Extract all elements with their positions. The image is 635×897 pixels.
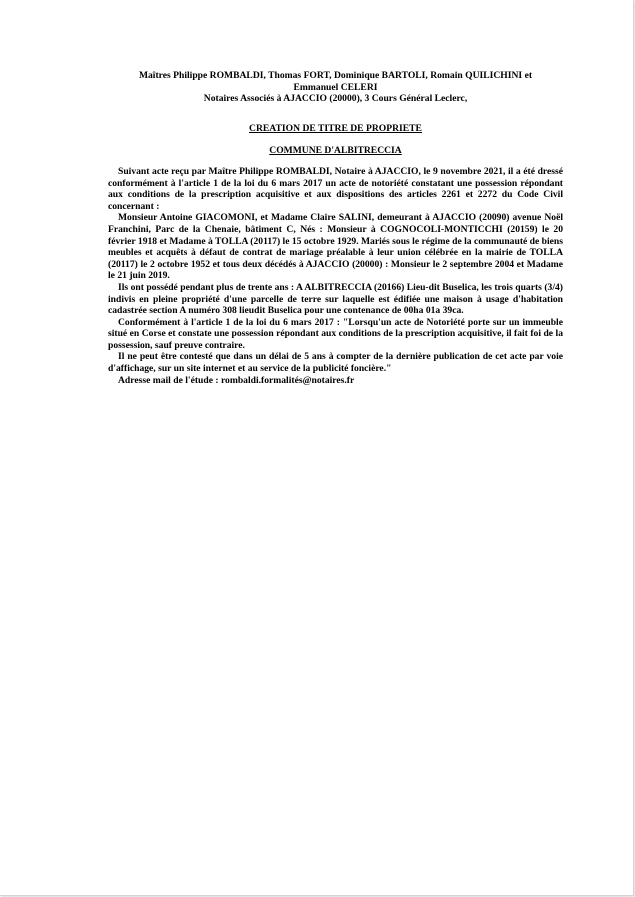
notary-names-line-continued: Emmanuel CELERI bbox=[293, 81, 378, 93]
paragraph-deed-intro: Suivant acte reçu par Maître Philippe ROMBALDI, Notaire à AJACCIO, le 9 novembre 2021, il a été dressé conformément à l'article 1 de la loi du 6 mars 2017 un acte de notoriété constatant une possession répondant aux conditions de la prescription acquisitive et aux dispositions des articles 2261 et 2272 du Code Civil concernant : bbox=[108, 165, 563, 212]
paragraph-property: Ils ont possédé pendant plus de trente ans : A ALBITRECCIA (20166) Lieu-dit Buselica, les trois quarts (3/4) indivis en pleine propriété d'une parcelle de terre sur laquelle est édifiée une maison à usage d'habitation cadastrée section A numéro 308 lieudit Buselica pour une contenance de 00ha 01a 39ca. bbox=[108, 281, 563, 317]
document-title: CREATION DE TITRE DE PROPRIETE bbox=[249, 122, 422, 134]
paragraph-contest-delay: Il ne peut être contesté que dans un délai de 5 ans à compter de la dernière publication de cet acte par voie d'affichage, sur un site internet et au service de la publicité foncière." bbox=[108, 351, 563, 375]
office-email-line: Adresse mail de l'étude : rombaldi.formalités@notaires.fr bbox=[118, 374, 355, 386]
document-body bbox=[108, 166, 563, 386]
notary-header bbox=[108, 70, 563, 105]
paragraph-law-quote: Conformément à l'article 1 de la loi du 6 mars 2017 : "Lorsqu'un acte de Notoriété porte sur un immeuble situé en Corse et constate une possession répondant aux conditions de la prescription acquisitive, il fait foi de la possession, sauf preuve contraire. bbox=[108, 316, 563, 351]
document-content bbox=[108, 70, 563, 386]
notary-names-line: Maîtres Philippe ROMBALDI, Thomas FORT, Dominique BARTOLI, Romain QUILICHINI et bbox=[138, 70, 533, 81]
notary-address-line: Notaires Associés à AJACCIO (20000), 3 Cours Général Leclerc, bbox=[203, 93, 468, 105]
paragraph-parties: Monsieur Antoine GIACOMONI, et Madame Claire SALINI, demeurant à AJACCIO (20090) avenue Noël Franchini, Parc de la Chenaie, bâtiment C, Nés : Monsieur à COGNOCOLI-MONTICCHI (20159) le 20 février 1918 et Madame à TOLLA (20117) le 15 octobre 1929. Mariés sous le régime de la communauté de biens meubles et acquêts à défaut de contrat de mariage préalable à leur union célébrée en la mairie de TOLLA (20117) le 2 octobre 1952 et tous deux décédés à AJACCIO (20000) : Monsieur le 2 septembre 2004 et Madame le 21 juin 2019. bbox=[108, 212, 563, 282]
document-subtitle: COMMUNE D'ALBITRECCIA bbox=[269, 145, 402, 157]
